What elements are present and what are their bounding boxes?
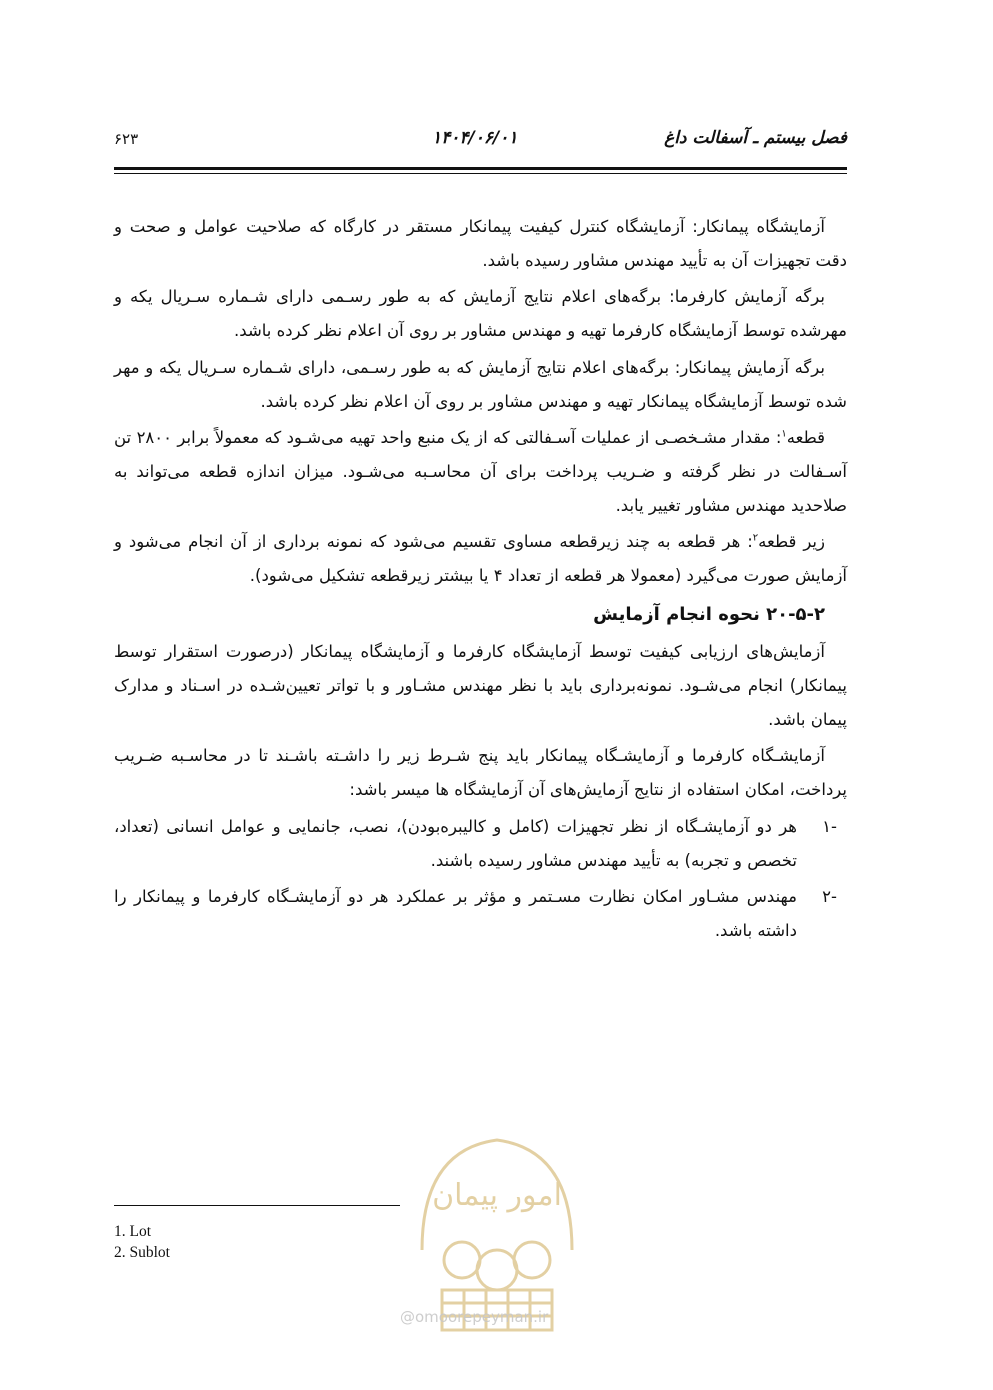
footnote-separator <box>114 1205 400 1206</box>
sublot-term: زیر قطعه <box>758 532 825 552</box>
chapter-title: فصل بیستم ـ آسفالت داغ <box>664 128 847 148</box>
header-rule-thick <box>114 167 847 170</box>
definition-sublot <box>114 525 847 593</box>
list-item <box>114 880 847 948</box>
page-number: ۶۲۳ <box>114 130 139 148</box>
header-date: ۱۴۰۴/۰۶/۰۱ <box>432 128 518 148</box>
footnote-ref-2[interactable]: ۲ <box>752 532 759 544</box>
footnote-ref-1[interactable]: ۱ <box>781 428 787 440</box>
section-paragraph: آزمایشـگاه کارفرما و آزمایشـگاه پیمانکار باید پنج شـرط زیر را داشـته باشـند تا در محاسـبه ضـریب پرداخت، امکان استفاده از نتایج آزمایش‌های آن آزمایشگاه ها میسر باشد: <box>114 746 847 800</box>
definition-employer-test-sheet: برگه آزمایش کارفرما: برگه‌های اعلام نتایج آزمایش که به طور رسـمی دارای شـماره سـریال یکه و مهرشده توسط آزمایشگاه کارفرما تهیه و مهندس مشاور بر روی آن اعلام نظر کرده باشد. <box>114 287 847 341</box>
sublot-text: : هر قطعه به چند زیرقطعه مساوی تقسیم می‌شود که نمونه برداری از آن انجام می‌شود و آزمایش صورت می‌گیرد (معمولا هر قطعه از تعداد ۴ یا بیشتر زیرقطعه تشکیل می‌شود). <box>114 532 847 586</box>
footnotes <box>114 1221 170 1263</box>
footnote-1: 1. Lot <box>114 1223 152 1240</box>
definition-contractor-test-sheet: برگه آزمایش پیمانکار: برگه‌های اعلام نتایج آزمایش که به طور رسـمی، دارای شـماره سـریال یکه و مهر شده توسط آزمایشگاه پیمانکار تهیه و مهندس مشاور بر روی آن اعلام نظر کرده باشد. <box>114 357 847 411</box>
watermark-logo <box>382 1110 612 1340</box>
list-number: -۲ <box>822 886 837 906</box>
page-header <box>114 128 847 158</box>
footnote-2: 2. Sublot <box>114 1244 170 1261</box>
section-heading: ۲۰-۵-۲ نحوه انجام آزمایش <box>593 603 825 625</box>
lot-term: قطعه <box>786 427 825 447</box>
watermark-url: @omoorepeyman.ir <box>400 1308 549 1326</box>
watermark-logo-text: امور پیمان <box>432 1178 562 1213</box>
definition-lot <box>114 421 847 523</box>
section-paragraph: آزمایش‌های ارزیابی کیفیت توسط آزمایشگاه کارفرما و آزمایشگاه پیمانکار (درصورت استقرار توسط پیمانکار) انجام می‌شـود. نمونه‌برداری باید با نظر مهندس مشـاور و با تواتر تعیین‌شـده در اسـناد و مدارک پیمان باشد. <box>114 641 847 730</box>
list-text: هر دو آزمایشـگاه از نظر تجهیزات (کامل و کالیبره‌بودن)، نصب، جانمایی و عوامل انسانی (تعداد، تخصص و تجربه) به تأیید مهندس مشاور رسیده باشند. <box>114 816 797 870</box>
definition-contractor-lab: آزمایشگاه پیمانکار: آزمایشگاه کنترل کیفیت پیمانکار مستقر در کارگاه که صلاحیت عوامل و صحت و دقت تجهیزات آن به تأیید مهندس مشاور رسیده باشد. <box>114 217 847 271</box>
list-item <box>114 810 847 878</box>
list-text: مهندس مشـاور امکان نظارت مسـتمر و مؤثر بر عملکرد هر دو آزمایشـگاه کارفرما و پیمانکار را داشته باشد. <box>114 886 797 940</box>
page-body <box>114 210 847 950</box>
list-number: -۱ <box>822 816 837 836</box>
header-rule-thin <box>114 173 847 174</box>
lot-text: : مقدار مشـخصـی از عملیات آسـفالتی که از یک منبع واحد تهیه می‌شـود که معمولاً برابر ۲۸۰۰ تن آسـفالت در نظر گرفته و ضـریب پرداخت برای آن محاسـبه می‌شـود. میزان اندازه قطعه می‌تواند به صلاحدید مهندس مشاور تغییر یابد. <box>114 427 847 516</box>
